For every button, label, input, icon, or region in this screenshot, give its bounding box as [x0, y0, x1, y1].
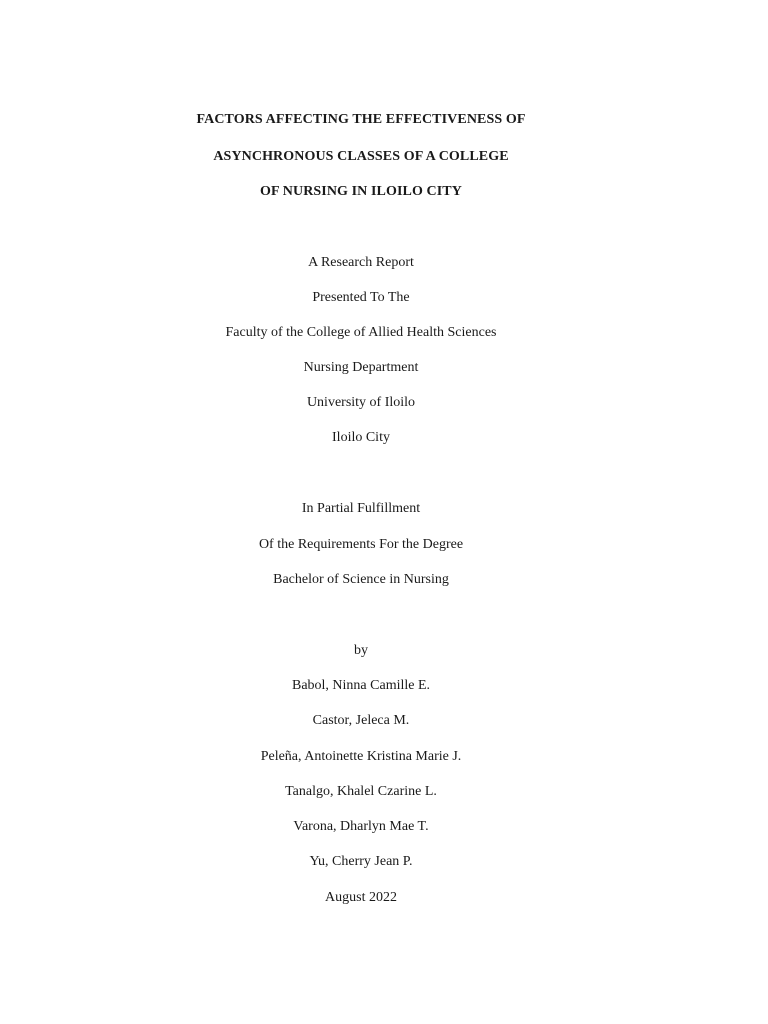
title-line-3: OF NURSING IN ILOILO CITY: [260, 184, 462, 199]
report-type: A Research Report: [308, 255, 414, 270]
author-name: Tanalgo, Khalel Czarine L.: [285, 784, 437, 799]
fulfillment-line-2: Of the Requirements For the Degree: [258, 537, 464, 552]
title-line-2: ASYNCHRONOUS CLASSES OF A COLLEGE: [213, 149, 509, 164]
city-name: Iloilo City: [332, 430, 390, 445]
fulfillment-line-1: In Partial Fulfillment: [301, 501, 421, 516]
by-label: by: [354, 643, 368, 658]
report-date: August 2022: [325, 890, 397, 905]
degree-name: Bachelor of Science in Nursing: [273, 572, 449, 587]
author-name: Varona, Dharlyn Mae T.: [293, 819, 429, 834]
presented-to: Presented To The: [312, 290, 410, 305]
department-name: Nursing Department: [303, 360, 419, 375]
title-line-1: FACTORS AFFECTING THE EFFECTIVENESS OF: [196, 112, 526, 127]
author-name: Peleña, Antoinette Kristina Marie J.: [260, 749, 462, 764]
author-name: Castor, Jeleca M.: [312, 713, 410, 728]
author-name: Babol, Ninna Camille E.: [291, 678, 431, 693]
faculty-name: Faculty of the College of Allied Health Sciences: [225, 325, 497, 340]
author-name: Yu, Cherry Jean P.: [309, 854, 413, 869]
university-name: University of Iloilo: [306, 395, 416, 410]
